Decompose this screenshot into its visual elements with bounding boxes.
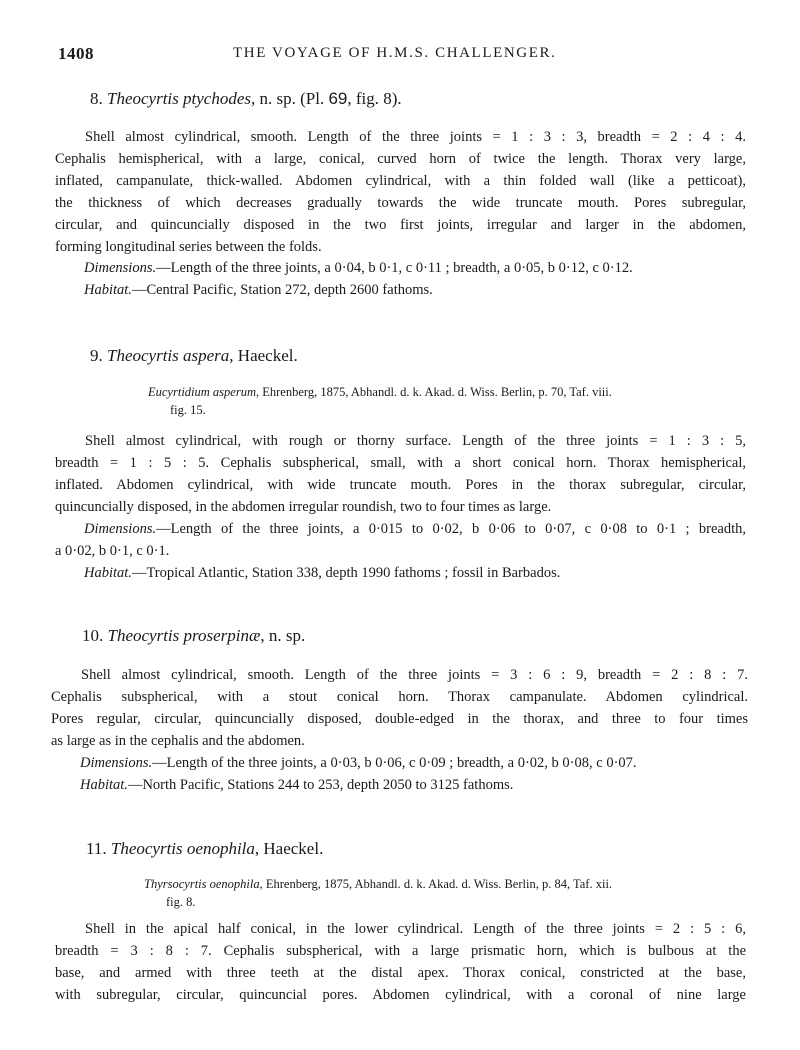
description-line: circular, and quincuncially disposed in the two first joints, irregular and larger in the abdomen,: [55, 217, 746, 233]
running-title: THE VOYAGE OF H.M.S. CHALLENGER.: [233, 45, 557, 61]
species-dimensions-8: [84, 257, 754, 279]
synonym-text: , Ehrenberg, 1875, Abhandl. d. k. Akad. d. Wiss. Berlin, p. 70, Taf. viii.: [255, 385, 612, 399]
synonym-text: , Ehrenberg, 1875, Abhandl. d. k. Akad. d. Wiss. Berlin, p. 84, Taf. xii.: [259, 877, 613, 891]
heading-suffix: , n. sp.: [260, 626, 306, 645]
species-name: Theocyrtis ptychodes: [107, 89, 251, 108]
synonym-11: [144, 875, 754, 911]
species-habitat-8: [84, 279, 754, 301]
habitat-text: —North Pacific, Stations 244 to 253, depth 2050 to 3125 fathoms.: [127, 777, 514, 793]
description-line: inflated, campanulate, thick-walled. Abdomen cylindrical, with a thin folded wall (like a petticoat),: [55, 173, 746, 189]
species-description-8: [55, 126, 746, 258]
species-heading-10: [82, 626, 305, 646]
species-name: Theocyrtis oenophila: [110, 839, 255, 858]
heading-number: 11.: [86, 839, 107, 858]
synonym-fig: fig. 8.: [166, 895, 196, 909]
description-line: the thickness of which decreases gradually towards the wide truncate mouth. Pores subregular,: [55, 195, 746, 211]
species-dimensions-10: [80, 752, 750, 774]
habitat-label: Habitat.: [84, 565, 132, 581]
description-line: Shell almost cylindrical, with rough or thorny surface. Length of the three joints = 1 : 3 : 5,: [85, 433, 746, 449]
description-line: Pores regular, circular, quincuncially disposed, double-edged in the thorax, and three to four times: [51, 711, 748, 727]
synonym-9: [148, 383, 748, 419]
description-line: Cephalis hemispherical, with a large, conical, curved horn of twice the length. Thorax very large,: [55, 151, 746, 167]
species-habitat-10: [80, 774, 750, 796]
synonym-name: Thyrsocyrtis oenophila: [144, 877, 260, 891]
habitat-label: Habitat.: [80, 777, 128, 793]
species-dimensions-9: [84, 518, 746, 540]
description-line: with subregular, circular, quincuncial pores. Abdomen cylindrical, with a coronal of nine large: [55, 987, 746, 1003]
species-name: Theocyrtis proserpinæ: [107, 626, 261, 645]
heading-suffix: , Haeckel.: [254, 839, 324, 858]
description-line: breadth = 1 : 5 : 5. Cephalis subspherical, small, with a short conical horn. Thorax hemispherical,: [55, 455, 746, 471]
description-line: Cephalis subspherical, with a stout conical horn. Thorax campanulate. Abdomen cylindrical.: [51, 689, 748, 705]
dimensions-text: —Length of the three joints, a 0·04, b 0·1, c 0·11 ; breadth, a 0·05, b 0·12, c 0·12.: [156, 260, 633, 276]
heading-number: 8.: [90, 89, 103, 108]
dimensions-label: Dimensions.: [84, 260, 157, 276]
species-name: Theocyrtis aspera: [107, 346, 230, 365]
description-line: inflated. Abdomen cylindrical, with wide truncate mouth. Pores in the thorax subregular, circular,: [55, 477, 746, 493]
habitat-text: —Tropical Atlantic, Station 338, depth 1990 fathoms ; fossil in Barbados.: [131, 565, 561, 581]
synonym-name: Eucyrtidium asperum: [148, 385, 256, 399]
description-line: base, and armed with three teeth at the distal apex. Thorax conical, constricted at the base,: [55, 965, 746, 981]
description-line: forming longitudinal series between the folds.: [55, 239, 322, 255]
species-heading-11: [86, 839, 323, 859]
species-heading-9: [90, 346, 298, 366]
species-description-10: [51, 664, 748, 752]
dimensions-label: Dimensions.: [80, 755, 153, 771]
description-line: Shell almost cylindrical, smooth. Length of the three joints = 1 : 3 : 3, breadth = 2 : 4 : 4.: [85, 129, 746, 145]
page-number: 1408: [58, 44, 94, 63]
description-line: as large as in the cephalis and the abdomen.: [51, 733, 305, 749]
dimensions-label: Dimensions.: [84, 521, 157, 537]
species-dimensions-9-cont: a 0·02, b 0·1, c 0·1.: [55, 543, 170, 559]
description-line: quincuncially disposed, in the abdomen irregular roundish, two to four times as large.: [55, 499, 552, 515]
plate-number: 69: [328, 89, 348, 108]
species-habitat-9: [84, 562, 754, 584]
species-description-11: [55, 918, 746, 1006]
description-line: Shell almost cylindrical, smooth. Length of the three joints = 3 : 6 : 9, breadth = 2 : 8 : 7.: [81, 667, 748, 683]
heading-number: 10.: [82, 626, 104, 645]
species-heading-8: [90, 89, 402, 109]
habitat-label: Habitat.: [84, 282, 132, 298]
heading-suffix: , n. sp. (Pl.: [251, 89, 329, 108]
dimensions-text: —Length of the three joints, a 0·03, b 0·06, c 0·09 ; breadth, a 0·02, b 0·08, c 0·07.: [152, 755, 637, 771]
heading-fig: , fig. 8).: [347, 89, 402, 108]
species-description-9: [55, 430, 746, 518]
dimensions-text: —Length of the three joints, a 0·015 to 0·02, b 0·06 to 0·07, c 0·08 to 0·1 ; breadth,: [156, 521, 746, 537]
description-line: breadth = 3 : 8 : 7. Cephalis subspherical, with a large prismatic horn, which is bulbous at the: [55, 943, 746, 959]
page-header: [58, 44, 758, 68]
heading-suffix: , Haeckel.: [229, 346, 298, 365]
habitat-text: —Central Pacific, Station 272, depth 2600 fathoms.: [131, 282, 433, 298]
synonym-fig: fig. 15.: [170, 403, 206, 417]
description-line: Shell in the apical half conical, in the lower cylindrical. Length of the three joints = 2 : 5 : 6,: [85, 921, 746, 937]
heading-number: 9.: [90, 346, 103, 365]
